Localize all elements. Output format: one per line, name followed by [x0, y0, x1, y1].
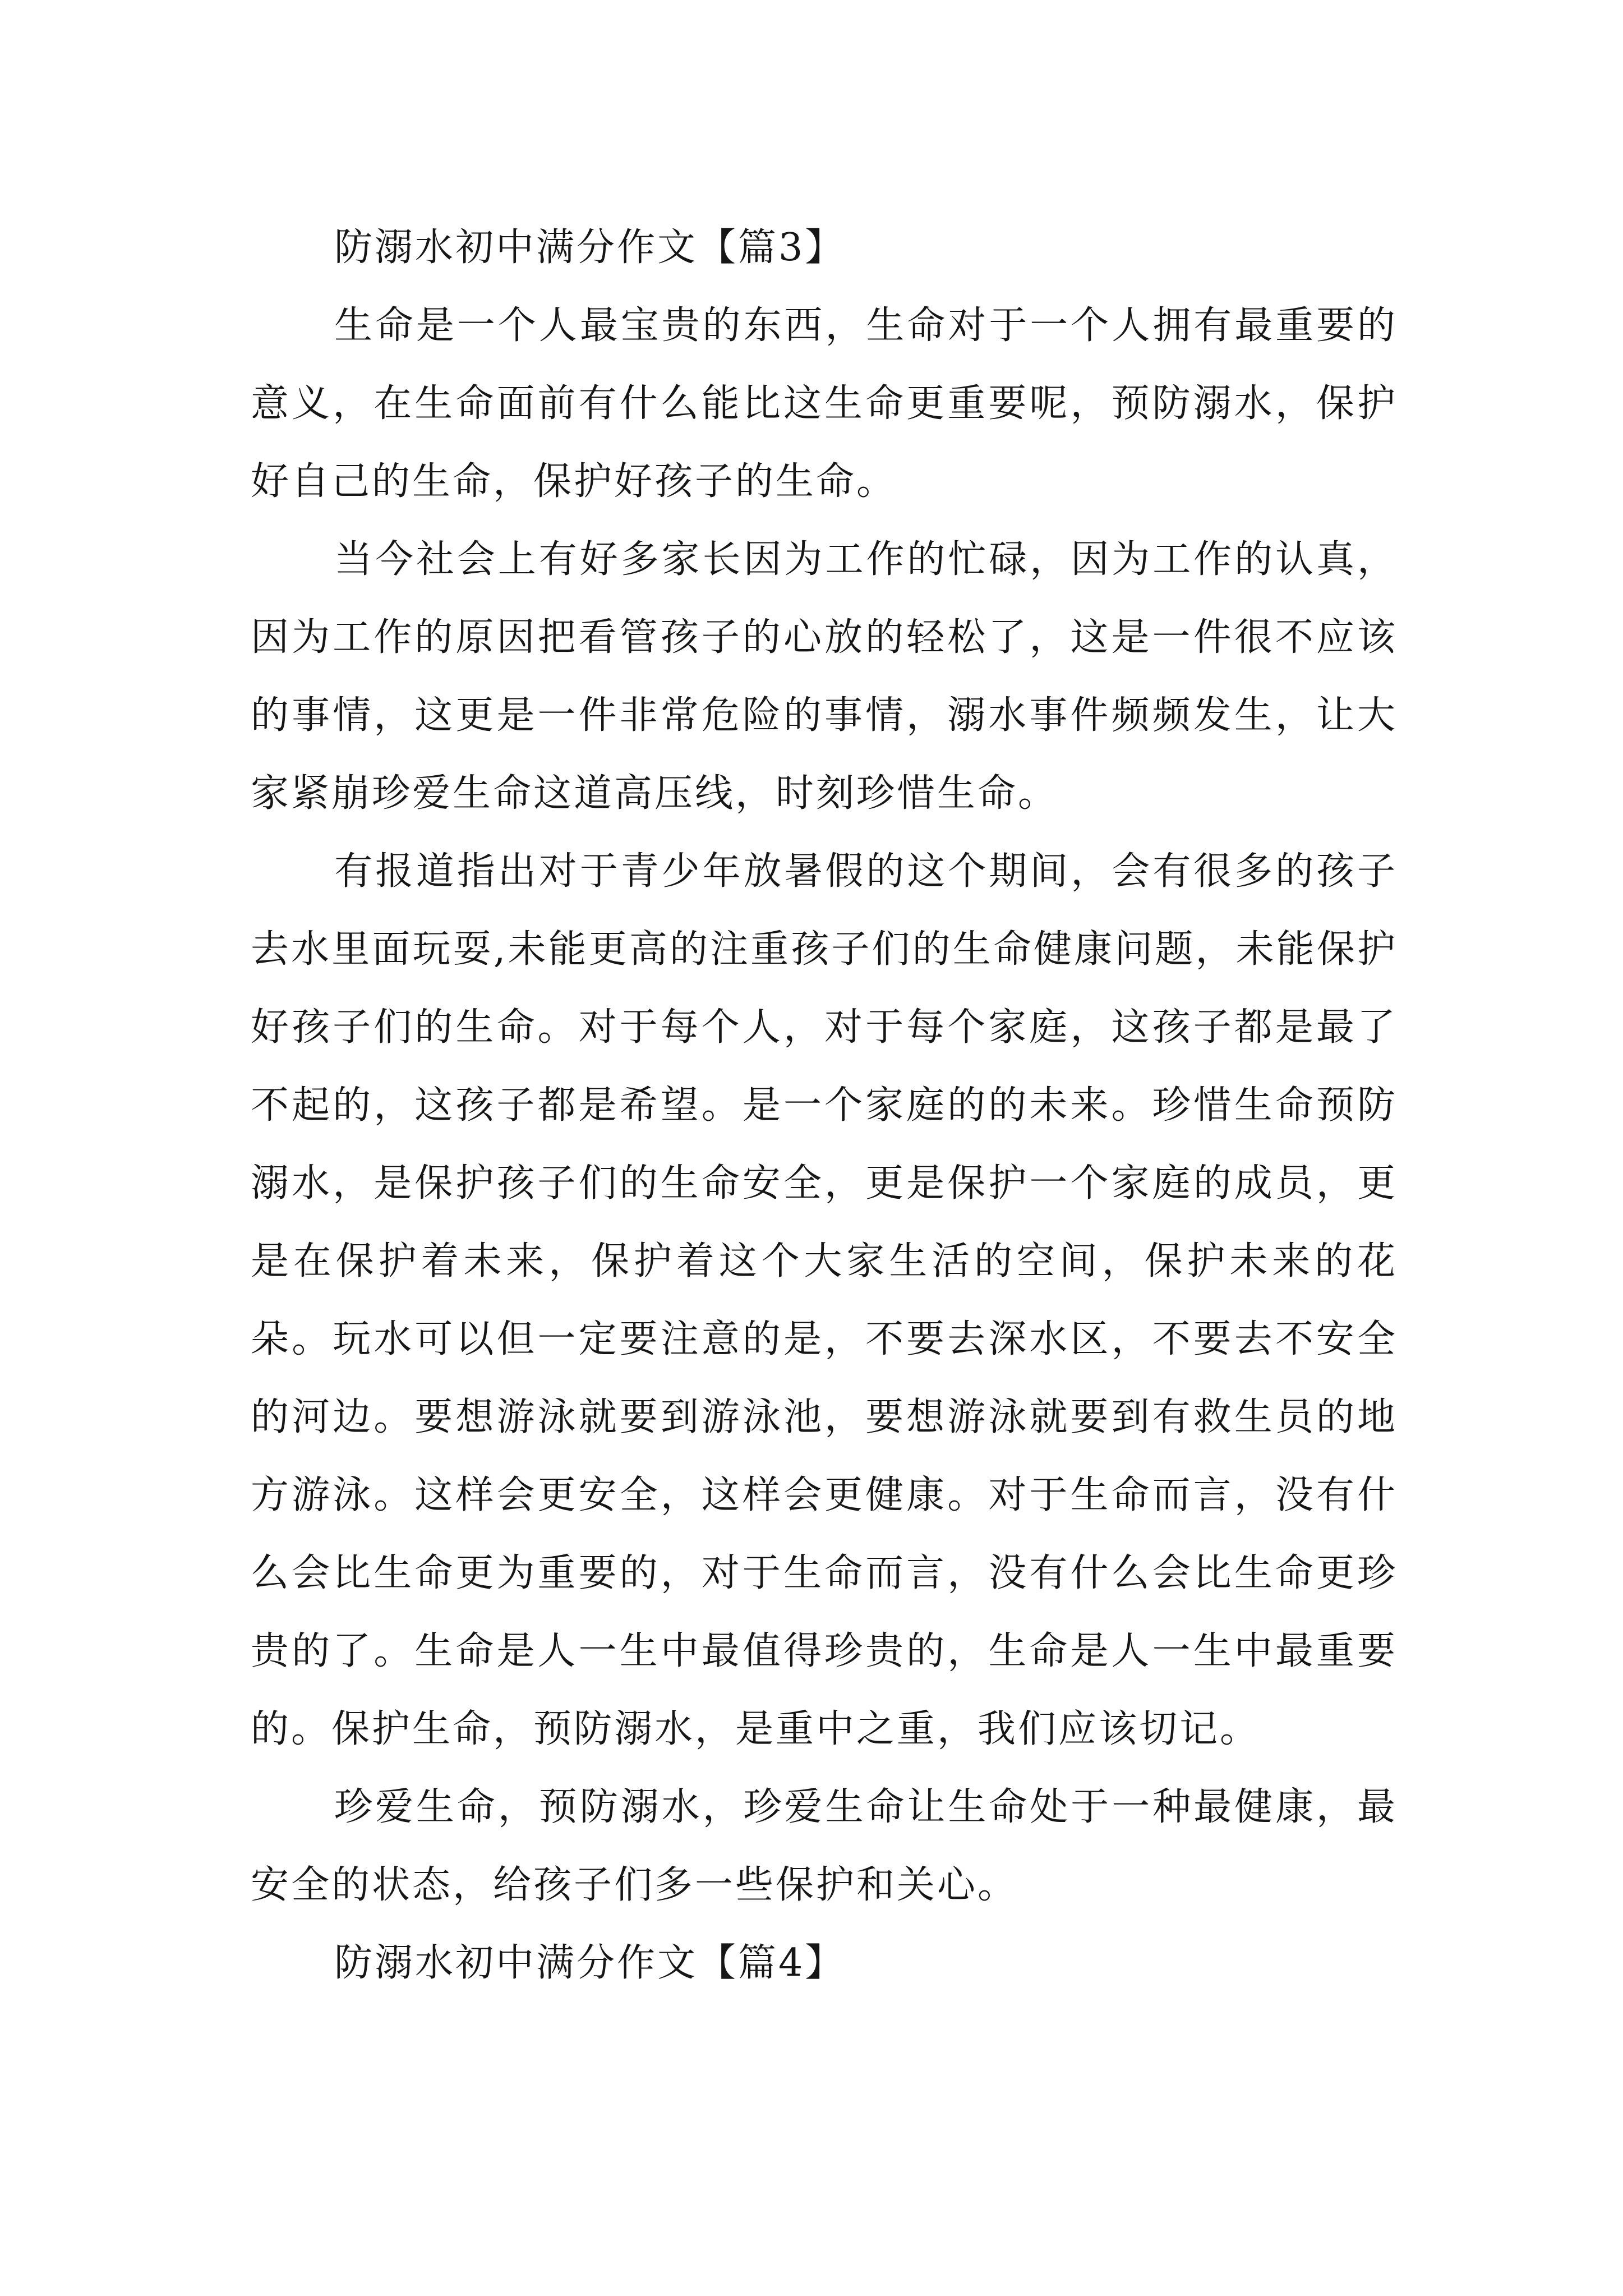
paragraph-life-value: 生命是一个人最宝贵的东西，生命对于一个人拥有最重要的意义，在生命面前有什么能比这生命更重要呢，预防溺水，保护好自己的生命，保护好孩子的生命。	[251, 303, 1398, 504]
document-body	[251, 209, 1398, 2002]
paragraph-summer-safety: 有报道指出对于青少年放暑假的这个期间，会有很多的孩子去水里面玩耍,未能更高的注重孩子们的生命健康问题，未能保护好孩子们的生命。对于每个人，对于每个家庭，这孩子都是最了不起的，这孩子都是希望。是一个家庭的的未来。珍惜生命预防溺水，是保护孩子们的生命安全，更是保护一个家庭的成员，更是在保护着未来，保护着这个大家生活的空间，保护未来的花朵。玩水可以但一定要注意的是，不要去深水区，不要去不安全的河边。要想游泳就要到游泳池，要想游泳就要到有救生员的地方游泳。这样会更安全，这样会更健康。对于生命而言，没有什么会比生命更为重要的，对于生命而言，没有什么会比生命更珍贵的了。生命是人一生中最值得珍贵的，生命是人一生中最重要的。保护生命，预防溺水，是重中之重，我们应该切记。	[251, 849, 1398, 1751]
section-heading-4: 防溺水初中满分作文【篇4】	[334, 1941, 846, 1985]
paragraph-parents-busy: 当今社会上有好多家长因为工作的忙碌，因为工作的认真，因为工作的原因把看管孩子的心放的轻松了，这是一件很不应该的事情，这更是一件非常危险的事情，溺水事件频频发生，让大家紧崩珍爱生命这道高压线，时刻珍惜生命。	[251, 537, 1398, 816]
paragraph-cherish-life: 珍爱生命，预防溺水，珍爱生命让生命处于一种最健康，最安全的状态，给孩子们多一些保护和关心。	[251, 1785, 1398, 1907]
section-heading-3: 防溺水初中满分作文【篇3】	[334, 226, 846, 270]
